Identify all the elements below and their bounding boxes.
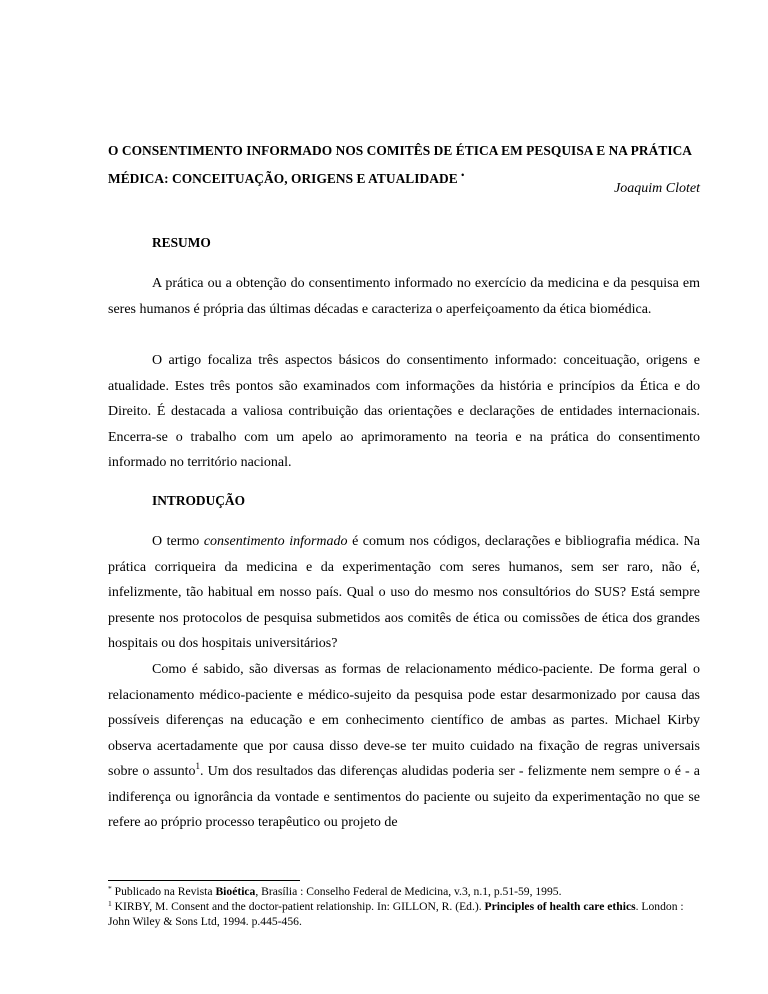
resumo-paragraph-1-text: A prática ou a obtenção do consentimento informado no exercício da medicina e da pesquisa em seres humanos é própria das últimas décadas e caracteriza o aperfeiçoamento da ética biomédica. bbox=[108, 276, 700, 317]
footnote-2-book-title: Principles of health care ethics bbox=[484, 900, 636, 913]
article-title-text: O CONSENTIMENTO INFORMADO NOS COMITÊS DE ÉTICA EM PESQUISA E NA PRÁTICA MÉDICA: CONCEITUAÇÃO, ORIGENS E ATUALIDADE bbox=[108, 143, 692, 186]
resumo-paragraph-1 bbox=[108, 271, 700, 322]
footnote-1-text-a: Publicado na Revista bbox=[111, 885, 216, 898]
intro-paragraph-1 bbox=[108, 529, 700, 657]
intro-paragraph-2 bbox=[108, 657, 700, 836]
article-title bbox=[108, 138, 700, 191]
resumo-paragraph-2 bbox=[108, 348, 700, 476]
intro-p2-rest: . Um dos resultados das diferenças aludidas poderia ser - felizmente nem sempre o é - a indiferença ou ignorância da vontade e sentimentos do paciente ou sujeito da experimentação no que se refere ao próprio processo terapêutico ou projeto de bbox=[108, 764, 700, 830]
footnote-2-text-a: KIRBY, M. Consent and the doctor-patient relationship. In: GILLON, R. (Ed.). bbox=[111, 900, 485, 913]
footnote-1 bbox=[108, 884, 700, 899]
footnote-2 bbox=[108, 899, 700, 929]
footnote-1-text-b: , Brasília : Conselho Federal de Medicina, v.3, n.1, p.51-59, 1995. bbox=[255, 885, 562, 898]
footnote-1-mark: * bbox=[108, 884, 112, 893]
intro-p1-emphasis: consentimento informado bbox=[203, 534, 348, 549]
footnote-2-text-b: . London : John Wiley & Sons Ltd, 1994. p.445-456. bbox=[108, 900, 684, 928]
section-heading-introducao: INTRODUÇÃO bbox=[152, 493, 245, 508]
intro-p1-start: O termo bbox=[152, 534, 204, 549]
footnote-divider bbox=[108, 880, 300, 881]
resumo-paragraph-2-text: O artigo focaliza três aspectos básicos do consentimento informado: conceituação, origens e atualidade. Estes três pontos são examinados com informações da história e princípios da Ética e do Direito. É destacada a valiosa contribuição das orientações e declarações de entidades internacionais. Encerra-se o trabalho com um apelo ao aprimoramento na teoria e na prática do consentimento informado no território nacional. bbox=[108, 353, 700, 470]
footnote-2-mark: 1 bbox=[108, 899, 112, 908]
section-heading-resumo: RESUMO bbox=[152, 235, 211, 250]
intro-p2-start: Como é sabido, são diversas as formas de relacionamento médico-paciente. De forma geral o relacionamento médico-paciente e médico-sujeito da pesquisa pode estar desarmonizado por causa das possíveis diferenças na educação e em conhecimento científico de ambas as partes. Michael Kirby observa acertadamente que por causa disso deve-se ter muito cuidado na fixação de regras universais sobre o assunto bbox=[108, 662, 700, 779]
title-footnote-mark[interactable]: • bbox=[461, 170, 465, 180]
author-name: Joaquim Clotet bbox=[614, 181, 700, 196]
footnote-1-journal: Bioética bbox=[215, 885, 256, 898]
intro-p1-rest: é comum nos códigos, declarações e bibliografia médica. Na prática corriqueira da medicina e da experimentação com seres humanos, sem ser raro, não é, infelizmente, tão habitual em nosso país. Qual o uso do mesmo nos consultórios do SUS? Está sempre presente nos protocolos de pesquisa submetidos aos comitês de ética ou comissões de ética dos grandes hospitais ou dos hospitais universitários? bbox=[108, 534, 700, 651]
footnote-ref-1[interactable]: 1 bbox=[195, 761, 201, 771]
